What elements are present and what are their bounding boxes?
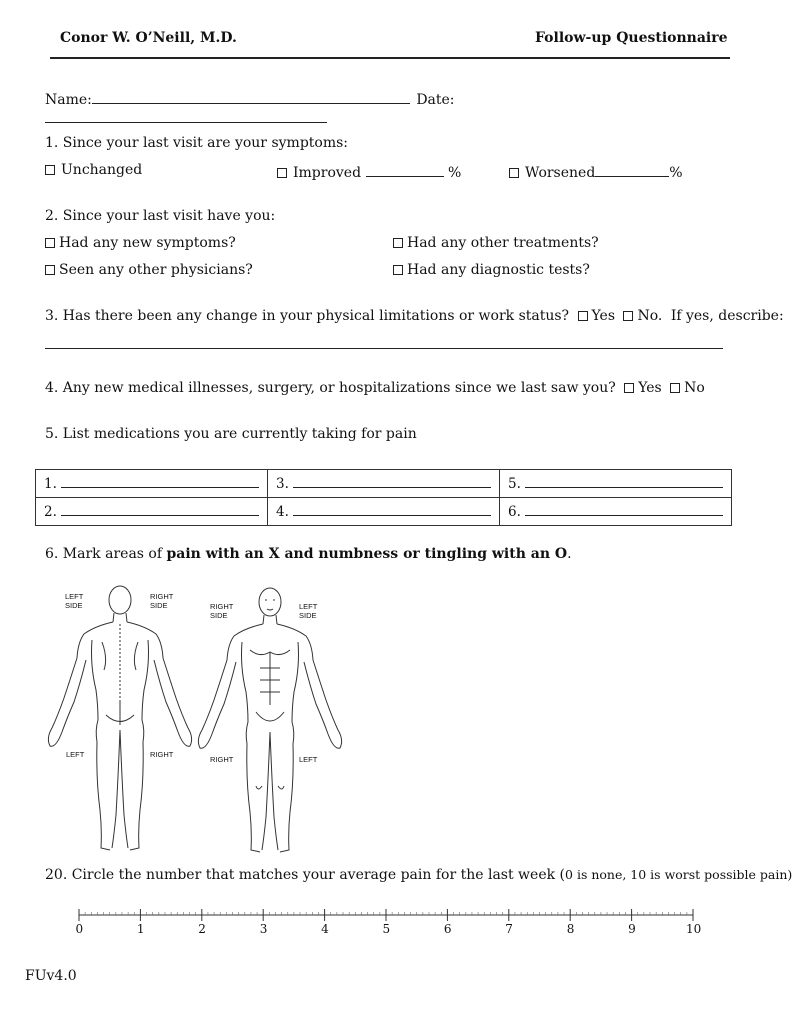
scale-label-9[interactable]: 9: [628, 922, 636, 936]
option-label: Had any new symptoms?: [59, 235, 236, 251]
medications-table: [35, 469, 732, 526]
q3-row: [45, 308, 784, 324]
q3-no-label: No.: [637, 308, 663, 324]
q5-text: 5. List medications you are currently taking for pain: [45, 426, 417, 442]
checkbox[interactable]: [45, 265, 55, 275]
q4-text: 4. Any new medical illnesses, surgery, or hospitalizations since we last saw you?: [45, 380, 616, 396]
scale-label-5[interactable]: 5: [382, 922, 391, 936]
percent-sign: %: [669, 165, 683, 181]
checkbox[interactable]: [277, 168, 287, 178]
q3-no-checkbox[interactable]: [623, 311, 633, 321]
scale-label-10[interactable]: 10: [686, 922, 702, 936]
med-cell-2[interactable]: [36, 498, 268, 526]
q1-option-improved[interactable]: [277, 162, 461, 181]
med-number: 3.: [276, 476, 289, 492]
option-label: Seen any other physicians?: [59, 262, 253, 278]
med-field[interactable]: [61, 503, 259, 516]
q20-question: 20. Circle the number that matches your average pain for the last week (: [45, 867, 566, 883]
q4-no-checkbox[interactable]: [670, 383, 680, 393]
percent-sign: %: [447, 165, 462, 181]
checkbox[interactable]: [393, 265, 403, 275]
med-field[interactable]: [61, 475, 259, 488]
q20-hint: 0 is none, 10 is worst possible pain): [565, 867, 792, 882]
improved-percent-field[interactable]: [366, 162, 444, 177]
med-cell-4[interactable]: [268, 498, 500, 526]
med-cell-1[interactable]: [36, 470, 268, 498]
med-field[interactable]: [525, 475, 723, 488]
back-left-label: LEFT: [66, 750, 85, 759]
scale-label-6[interactable]: 6: [443, 922, 452, 936]
med-number: 6.: [508, 504, 521, 520]
q2-option-diagnostic-tests[interactable]: [393, 262, 590, 278]
q6-bold: pain with an X and numbness or tingling with an O: [166, 546, 568, 562]
q4-yes-checkbox[interactable]: [624, 383, 634, 393]
q2-option-new-symptoms[interactable]: [45, 235, 236, 251]
med-cell-3[interactable]: [268, 470, 500, 498]
q6-text: [45, 546, 572, 562]
scale-label-3[interactable]: 3: [259, 922, 268, 936]
med-number: 1.: [44, 476, 57, 492]
pain-scale-labels: [70, 922, 710, 940]
q4-yes-label: Yes: [638, 380, 662, 396]
header-divider: [50, 57, 730, 59]
front-right-label: RIGHT: [210, 755, 234, 764]
q20-text: [45, 867, 792, 883]
q2-text: 2. Since your last visit have you:: [45, 208, 276, 224]
version-label: FUv4.0: [25, 968, 77, 984]
date-field[interactable]: [45, 108, 327, 123]
back-right-label: RIGHT: [150, 750, 174, 759]
back-right-side-label: RIGHT SIDE: [150, 592, 174, 610]
body-diagram-front[interactable]: [190, 580, 350, 860]
med-cell-6[interactable]: [500, 498, 732, 526]
name-row: [45, 89, 735, 127]
option-label: Worsened: [525, 165, 596, 181]
name-field[interactable]: [92, 89, 410, 104]
scale-label-1[interactable]: 1: [136, 922, 145, 936]
option-label: Had any other treatments?: [407, 235, 599, 251]
checkbox[interactable]: [393, 238, 403, 248]
med-field[interactable]: [293, 475, 491, 488]
q3-text: 3. Has there been any change in your physical limitations or work status?: [45, 308, 570, 324]
front-left-label: LEFT: [299, 755, 318, 764]
scale-label-2[interactable]: 2: [198, 922, 206, 936]
q6-suffix: .: [567, 546, 572, 562]
scale-label-4[interactable]: 4: [321, 922, 329, 936]
med-field[interactable]: [525, 503, 723, 516]
med-number: 2.: [44, 504, 57, 520]
q1-option-unchanged[interactable]: [45, 162, 142, 178]
q2-option-other-treatments[interactable]: [393, 235, 599, 251]
body-diagram-back[interactable]: [40, 580, 200, 860]
q3-describe-label: If yes, describe:: [670, 308, 784, 324]
q1-text: 1. Since your last visit are your symptoms:: [45, 135, 349, 151]
front-left-side-label: LEFT SIDE: [299, 602, 318, 620]
scale-label-8[interactable]: 8: [566, 922, 575, 936]
scale-label-7[interactable]: 7: [505, 922, 513, 936]
q4-row: [45, 380, 705, 396]
form-title: Follow-up Questionnaire: [535, 30, 728, 46]
checkbox[interactable]: [45, 165, 55, 175]
q3-yes-label: Yes: [591, 308, 616, 324]
option-label: Had any diagnostic tests?: [407, 262, 590, 278]
checkbox[interactable]: [45, 238, 55, 248]
option-label: Improved: [293, 165, 362, 181]
checkbox[interactable]: [509, 168, 519, 178]
back-left-side-label: LEFT SIDE: [65, 592, 84, 610]
q1-option-worsened[interactable]: [509, 162, 683, 181]
option-label: Unchanged: [61, 162, 143, 178]
med-cell-5[interactable]: [500, 470, 732, 498]
q3-yes-checkbox[interactable]: [578, 311, 588, 321]
scale-label-0[interactable]: 0: [75, 922, 84, 936]
q4-no-label: No: [684, 380, 705, 396]
date-label: Date:: [416, 92, 455, 108]
med-field[interactable]: [293, 503, 491, 516]
q6-prefix: 6. Mark areas of: [45, 546, 167, 562]
front-right-side-label: RIGHT SIDE: [210, 602, 234, 620]
med-number: 4.: [276, 504, 289, 520]
name-label: Name:: [45, 92, 92, 108]
q3-describe-field[interactable]: [45, 348, 723, 349]
worsened-percent-field[interactable]: [595, 162, 669, 177]
med-number: 5.: [508, 476, 521, 492]
doctor-name: Conor W. O’Neill, M.D.: [60, 30, 237, 46]
q2-option-other-physicians[interactable]: [45, 262, 253, 278]
